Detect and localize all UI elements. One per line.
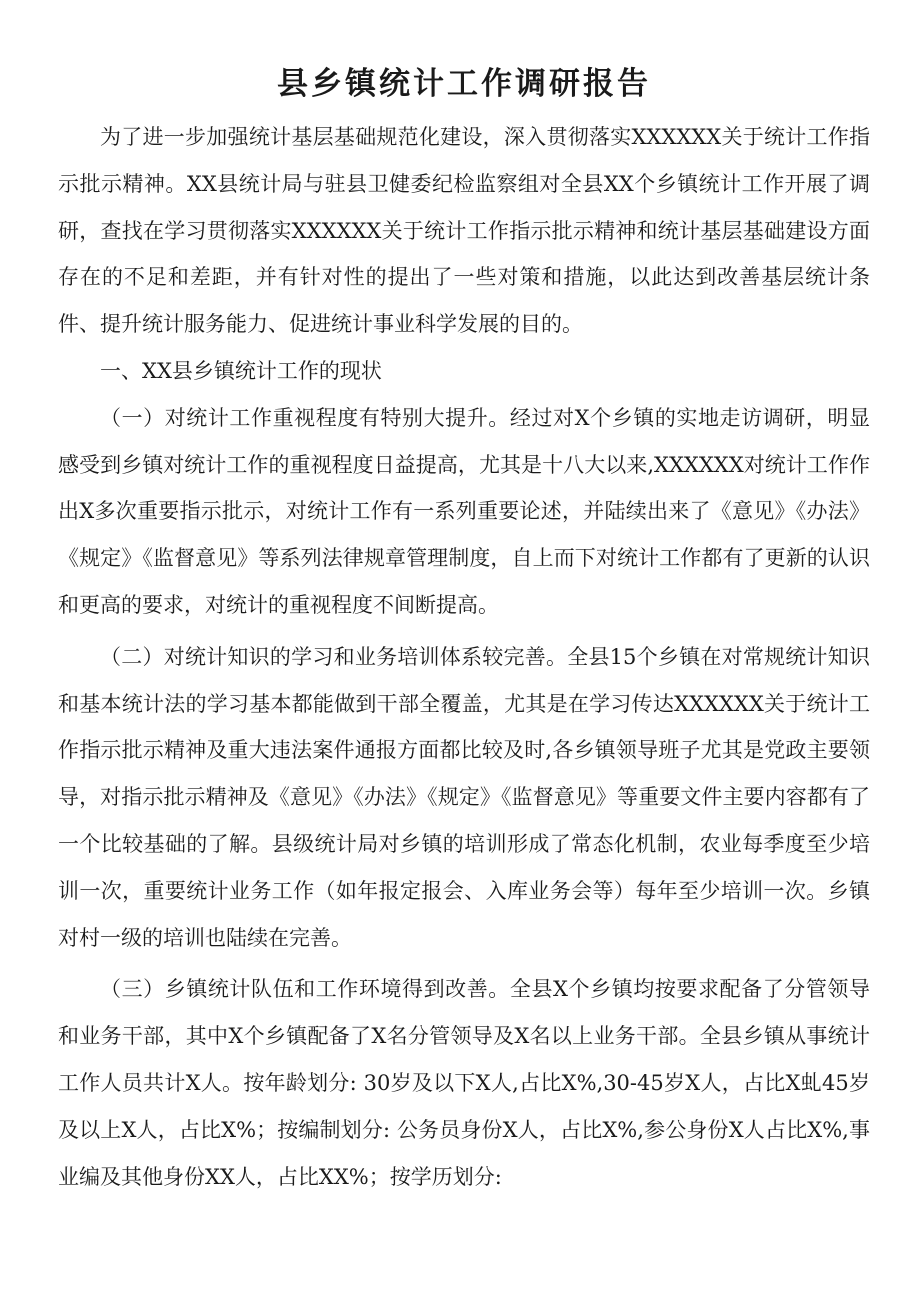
subsection-paragraph-3: （三）乡镇统计队伍和工作环境得到改善。全县X个乡镇均按要求配备了分管领导和业务干部，其中X个乡镇配备了X名分管领导及X名以上业务干部。全县乡镇从事统计工作人员共计X人。按年龄划分: 30岁及以下X人,占比X%,30-45岁X人，占比X虬45岁及以上X人，占比X%；按编制划分: 公务员身份X人，占比X%,参公身份X人占比X%,事业编及其他身份XX人，占比XX%；按学历划分: (58, 977, 870, 1189)
document-title: 县乡镇统计工作调研报告 (277, 66, 651, 102)
intro-paragraph: 为了进一步加强统计基层基础规范化建设，深入贯彻落实XXXXXX关于统计工作指示批示精神。XX县统计局与驻县卫健委纪检监察组对全县XX个乡镇统计工作开展了调研，查找在学习贯彻落实XXXXXX关于统计工作指示批示精神和统计基层基础建设方面存在的不足和差距，并有针对性的提出了一些对策和措施，以此达到改善基层统计条件、提升统计服务能力、促进统计事业科学发展的目的。 (58, 125, 870, 337)
document-page (58, 58, 870, 1200)
subsection-paragraph-2: （二）对统计知识的学习和业务培训体系较完善。全县15个乡镇在对常规统计知识和基本统计法的学习基本都能做到干部全覆盖，尤其是在学习传达XXXXXX关于统计工作指示批示精神及重大违法案件通报方面都比较及时,各乡镇领导班子尤其是党政主要领导，对指示批示精神及《意见》《办法》《规定》《监督意见》等重要文件主要内容都有了一个比较基础的了解。县级统计局对乡镇的培训形成了常态化机制，农业每季度至少培训一次，重要统计业务工作（如年报定报会、入库业务会等）每年至少培训一次。乡镇对村一级的培训也陆续在完善。 (58, 644, 870, 950)
section-heading: 一、XX县乡镇统计工作的现状 (100, 358, 382, 383)
subsection-paragraph-1: （一）对统计工作重视程度有特别大提升。经过对X个乡镇的实地走访调研，明显感受到乡镇对统计工作的重视程度日益提高，尤其是十八大以来,XXXXXX对统计工作作出X多次重要指示批示，对统计工作有一系列重要论述，并陆续出来了《意见》《办法》《规定》《监督意见》等系列法律规章管理制度，自上而下对统计工作都有了更新的认识和更高的要求，对统计的重视程度不间断提高。 (58, 405, 870, 617)
